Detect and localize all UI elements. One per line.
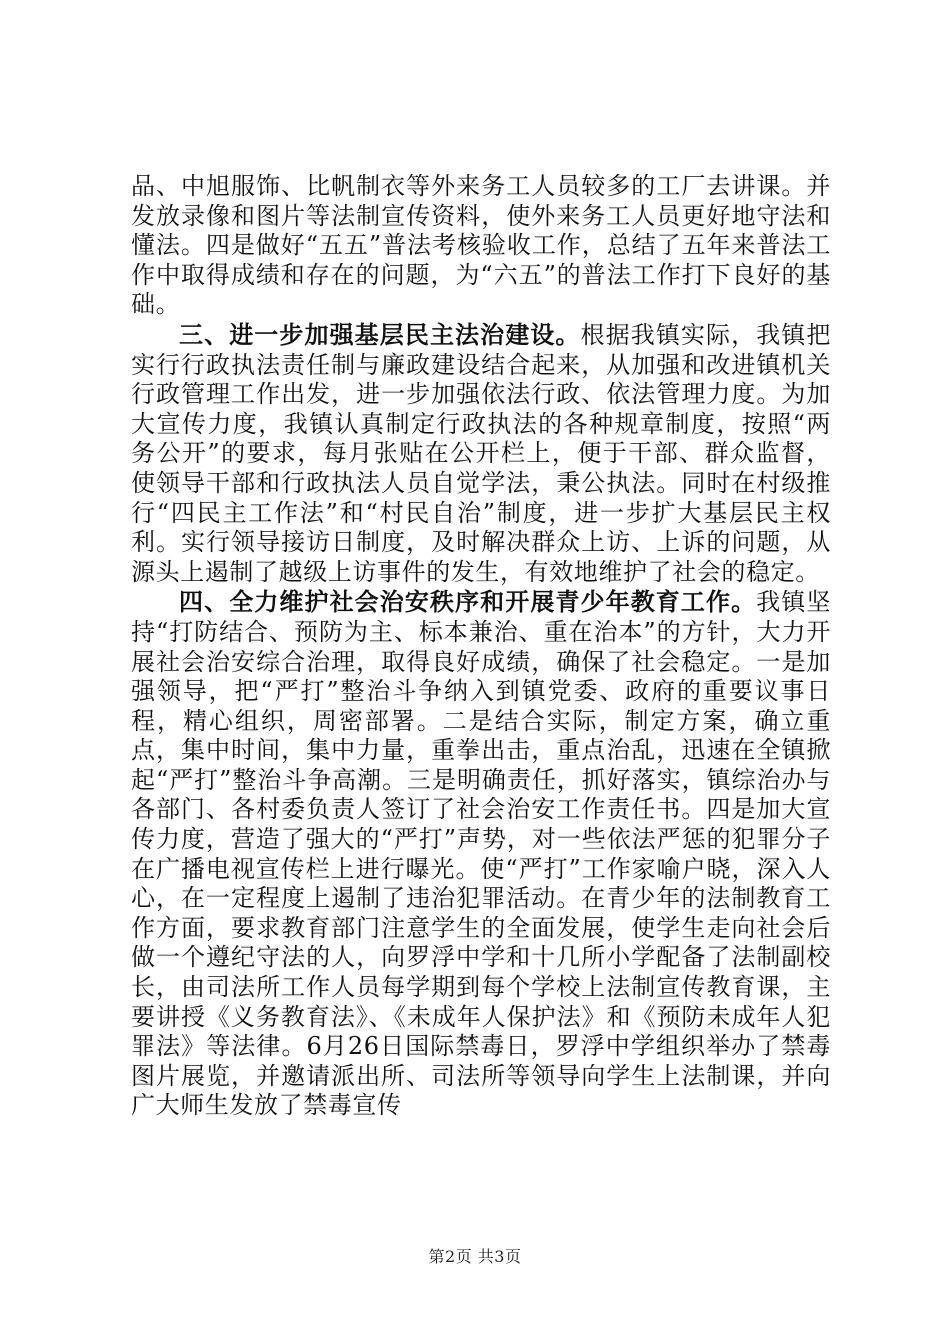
- section-four-text: 我镇坚持“打防结合、预防为主、标本兼治、重在治本”的方针，大力开展社会治安综合治理，取得良好成绩，确保了社会稳定。一是加强领导，把“严打”整治斗争纳入到镇党委、政府的重要议事日程，精心组织，周密部署。二是结合实际，制定方案，确立重点，集中时间，集中力量，重拳出击，重点治乱，迅速在全镇掀起“严打”整治斗争高潮。三是明确责任，抓好落实，镇综治办与各部门、各村委负责人签订了社会治安工作责任书。四是加大宣传力度，营造了强大的“严打”声势，对一些依法严惩的犯罪分子在广播电视宣传栏上进行曝光。使“严打”工作家喻户晓，深入人心，在一定程度上遏制了违治犯罪活动。在青少年的法制教育工作方面，要求教育部门注意学生的全面发展，使学生走向社会后做一个遵纪守法的人，向罗浮中学和十几所小学配备了法制副校长，由司法所工作人员每学期到每个学校上法制宣传教育课，主要讲授《义务教育法》、《未成年人保护法》和《预防未成年人犯罪法》等法律。6月26日国际禁毒日，罗浮中学组织举办了禁毒图片展览，并邀请派出所、司法所等领导向学生上法制课，并向广大师生发放了禁毒宣传: [131, 588, 831, 1120]
- paragraph-section-four: [131, 587, 831, 1121]
- section-four-heading: 四、全力维护社会治安秩序和开展青少年教育工作。: [179, 587, 757, 617]
- paragraph-1-text: 品、中旭服饰、比帆制衣等外来务工人员较多的工厂去讲课。并发放录像和图片等法制宣传资料，使外来务工人员更好地守法和懂法。四是做好“五五”普法考核验收工作，总结了五年来普法工作中取得成绩和存在的问题，为“六五”的普法工作打下良好的基础。: [131, 172, 831, 319]
- section-three-heading: 三、进一步加强基层民主法治建设。: [179, 319, 581, 349]
- document-body: [131, 172, 831, 1121]
- page-footer: [0, 1244, 950, 1267]
- paragraph-continuation: [131, 172, 831, 320]
- paragraph-section-three: [131, 320, 831, 587]
- page-number-label: 第2页 共3页: [428, 1247, 522, 1266]
- section-three-text: 根据我镇实际，我镇把实行行政执法责任制与廉政建设结合起来，从加强和改进镇机关行政管理工作出发，进一步加强依法行政、依法管理力度。为加大宣传力度，我镇认真制定行政执法的各种规章制度，按照“两务公开”的要求，每月张贴在公开栏上，便于干部、群众监督，使领导干部和行政执法人员自觉学法，秉公执法。同时在村级推行“四民主工作法”和“村民自治”制度，进一步扩大基层民主权利。实行领导接访日制度，及时解决群众上访、上诉的问题，从源头上遏制了越级上访事件的发生，有效地维护了社会的稳定。: [131, 320, 831, 586]
